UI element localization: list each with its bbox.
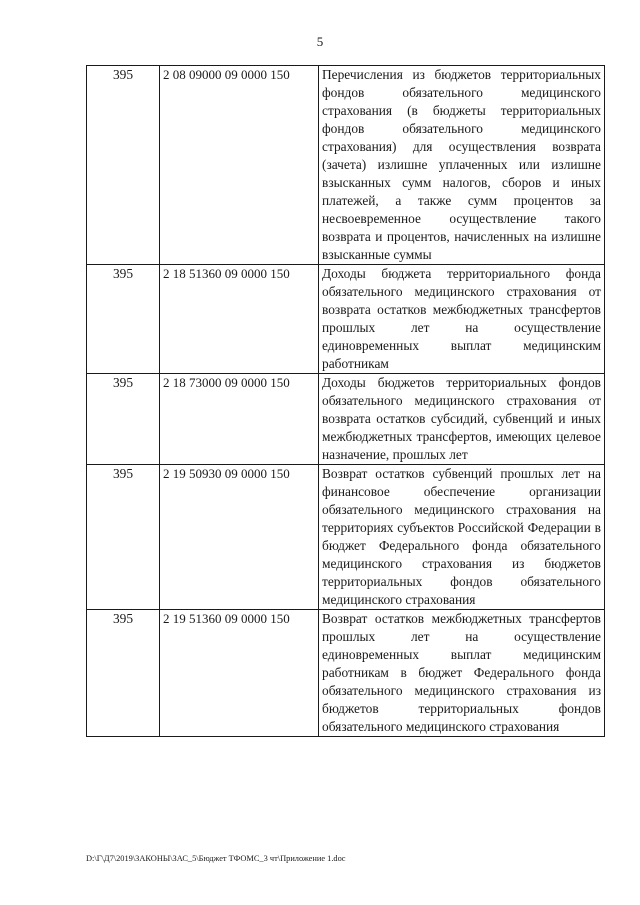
budget-code-cell: 2 08 09000 09 0000 150 <box>160 66 319 265</box>
budget-code-cell: 2 18 51360 09 0000 150 <box>160 265 319 374</box>
table-row <box>87 265 605 374</box>
budget-code-cell: 2 18 73000 09 0000 150 <box>160 374 319 465</box>
income-name-cell: Перечисления из бюджетов территориальных фондов обязательного медицинского страхования (в бюджеты территориальных фондов обязательного медицинского страхования) для осуществления возврата (зачета) излишне уплаченных или излишне взысканных сумм налогов, сборов и иных платежей, а также сумм процентов за несвоевременное осуществление такого возврата и процентов, начисленных на излишне взысканные суммы <box>319 66 605 265</box>
income-name-cell: Возврат остатков субвенций прошлых лет на финансовое обеспечение организации обязательного медицинского страхования на территориях субъектов Российской Федерации в бюджет Федерального фонда обязательного медицинского страхования из бюджетов территориальных фондов обязательного медицинского страхования <box>319 465 605 610</box>
admin-code-cell: 395 <box>87 66 160 265</box>
budget-codes-table <box>86 65 605 737</box>
admin-code-cell: 395 <box>87 610 160 737</box>
table-row <box>87 610 605 737</box>
admin-code-cell: 395 <box>87 265 160 374</box>
footer-file-path: D:\Г\Д7\2019\ЗАКОНЫ\ЗАС_5\Бюджет ТФОМС_3 чт\Приложение 1.doc <box>86 854 346 863</box>
admin-code-cell: 395 <box>87 465 160 610</box>
budget-code-cell: 2 19 51360 09 0000 150 <box>160 610 319 737</box>
table-row <box>87 374 605 465</box>
income-name-cell: Доходы бюджета территориального фонда обязательного медицинского страхования от возврата остатков межбюджетных трансфертов прошлых лет на осуществление единовременных выплат медицинским работникам <box>319 265 605 374</box>
admin-code-cell: 395 <box>87 374 160 465</box>
page-number: 5 <box>316 34 324 49</box>
income-name-cell: Возврат остатков межбюджетных трансфертов прошлых лет на осуществление единовременных выплат медицинским работникам в бюджет Федерального фонда обязательного медицинского страхования из бюджетов территориальных фондов обязательного медицинского страхования <box>319 610 605 737</box>
income-name-cell: Доходы бюджетов территориальных фондов обязательного медицинского страхования от возврата остатков субсидий, субвенций и иных межбюджетных трансфертов, имеющих целевое назначение, прошлых лет <box>319 374 605 465</box>
table-row <box>87 465 605 610</box>
budget-code-cell: 2 19 50930 09 0000 150 <box>160 465 319 610</box>
table-row <box>87 66 605 265</box>
